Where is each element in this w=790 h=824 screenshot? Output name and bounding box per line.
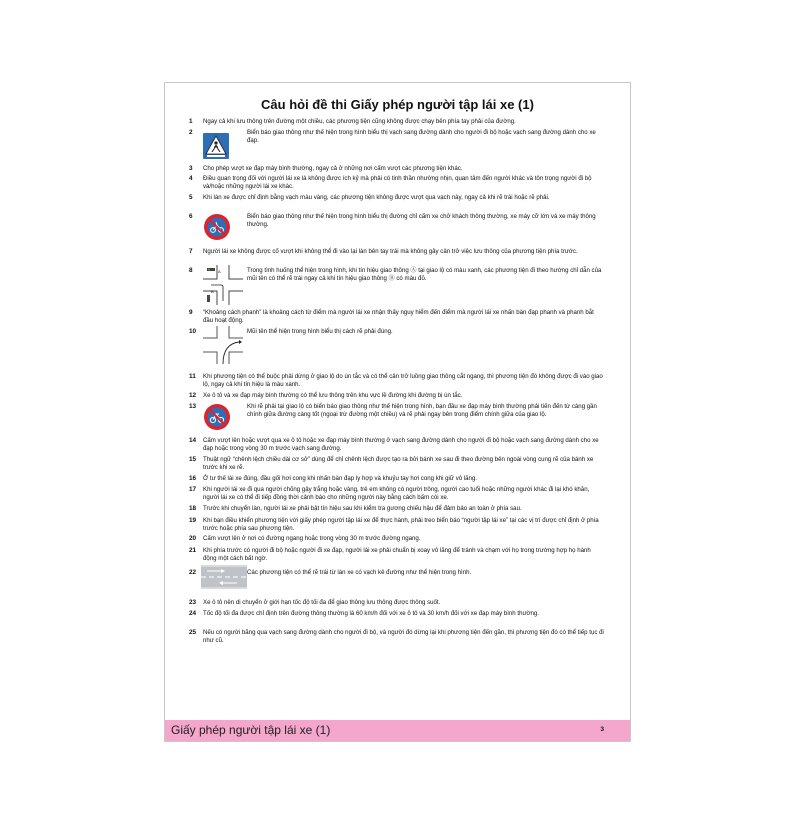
question-text: Khi làn xe được chỉ định bằng vạch màu vàng, các phương tiện không được vượt qua vạch này, ngay cả khi rẽ trái hoặc rẽ phải. [203,194,550,201]
question-number: 1 [189,118,193,125]
question-text: Biển báo giao thông như thế hiện trong hình biểu thị vạch sang đường dành cho người đi bộ hoặc vạch sang đường dành cho xe đạp. [247,129,596,144]
question-number: 13 [189,403,197,410]
question-text: Biển báo giao thông như thế hiện trong hình biểu thị đường chỉ cấm xe chở khách thông thường, xe máy cỡ lớn và xe máy thông thường. [247,213,596,228]
intersection-traffic-signals-icon [203,265,243,305]
lane-markings-diagram-icon [201,565,247,589]
question-number: 14 [189,437,197,444]
question-text: Người lái xe không được cố vượt khi không thể đi vào lại làn bên tay trái mà không gây cản trở việc lưu thông của phương tiện phía trước. [203,248,578,255]
question-text: Xe ô tô nên di chuyển ở giới hạn tốc độ tối đa để giao thông lưu thông được thông suốt. [203,599,441,606]
question-text: Tốc độ tối đa được chỉ định trên đường thông thường là 60 km/h đối với xe ô tô và 30 km/h đối với xe đạp máy bình thường. [203,610,540,617]
question-number: 2 [189,129,193,136]
question-number: 11 [189,373,196,380]
question-number: 22 [189,569,197,576]
question-text: Khi người lái xe đi qua người chống gậy trắng hoặc vàng, trẻ em không có người trông, người cao tuổi hoặc những người khác đi lại khó khăn, người lái xe có thể đi tiếp đồng thời cảnh báo cho những người này bằng cách bấm còi xe. [203,486,590,501]
svg-text:B: B [211,289,214,294]
question-number: 21 [189,547,197,554]
question-text: Trước khi chuyển làn, người lái xe phải bật tín hiệu sau khi kiểm tra gương chiếu hậu để đảm bảo an toàn ở phía sau. [203,505,522,512]
footer-title: Giấy phép người tập lái xe (1) [171,723,331,737]
question-number: 25 [189,629,197,636]
question-text: Khi phía trước có người đi bộ hoặc người đi xe đạp, người lái xe phải chuẩn bị xoay vô lăng để tránh và chạm với họ trong trường hợp họ hành động một cách bất ngờ. [203,547,591,562]
question-text: Trong tình huống thể hiện trong hình, khi tín hiệu giao thông Ⓐ tại giao lộ có màu xanh, các phương tiện đi theo hướng chỉ dẫn của mũi tên có thể rẽ trái ngay cả khi tín hiệu giao thông Ⓑ có màu đỏ. [247,267,602,282]
no-bicycle-sign-icon [203,403,231,431]
question-number: 10 [189,328,197,335]
question-text: Xe ô tô và xe đạp máy bình thường có thể lưu thông trên khu vực lề đường khi đường bị ùn tắc. [203,392,463,399]
question-text: Cấm vượt lên ở nơi có đường ngang hoặc trong vòng 30 m trước đường ngang. [203,535,421,542]
question-number: 8 [189,267,193,274]
question-number: 6 [189,213,193,220]
question-number: 15 [189,456,197,463]
question-text: Ở tư thế lái xe đúng, đầu gối hơi cong khi nhấn bàn đạp ly hợp và khuỷu tay hơi cong khi giữ vô lăng. [203,475,478,482]
pedestrian-crossing-sign-icon [203,133,229,159]
question-number: 20 [189,535,197,542]
document-page [164,82,631,742]
question-text: Thuật ngữ “chênh lệch chiều dài cơ sở” dùng để chỉ chênh lệch được tạo ra bởi bánh xe sau đi theo đường bên ngoài vòng cung rẽ của bánh xe trước khi xe rẽ. [203,456,594,471]
question-number: 16 [189,475,197,482]
question-text: Điều quan trọng đối với người lái xe là không được ích kỷ mà phải có tinh thần nhường nhịn, quan tâm đến người khác và tôn trọng người đi bộ và/hoặc những người lái xe khác. [203,175,592,190]
page-title: Câu hỏi đề thi Giấy phép người tập lái xe (1) [261,97,534,112]
question-number: 12 [189,392,197,399]
question-number: 19 [189,517,197,524]
page-footer [165,720,630,741]
question-number: 4 [189,175,193,182]
question-text: Cấm vượt lên hoặc vượt qua xe ô tô hoặc xe đạp máy bình thường ở vạch sang đường dành cho người đi bộ hoặc vạch sang đường dành cho xe đạp hoặc trong vòng 30 m trước vạch sang đường. [203,437,599,452]
question-number: 17 [189,486,197,493]
question-number: 18 [189,505,197,512]
question-text: Mũi tên thể hiện trong hình biểu thị cách rẽ phải đúng. [247,328,393,335]
question-text: Khi rẽ phải tại giao lộ có biển báo giao thông như thế hiện trong hình, bạn đầu xe đạp máy bình thường phải tiến đến từ càng gần chính giữa đường càng tốt (ngoại trừ đường một chiều) và rẽ phải ngay bên trong điểm chính giữa của giao lộ. [247,403,597,418]
question-text: Ngay cả khi lưu thông trên đường một chiều, các phương tiện cũng không được chạy bên phía tay phải của đường. [203,118,516,125]
question-number: 7 [189,248,193,255]
question-number: 3 [189,165,193,172]
svg-text:A: A [218,269,221,274]
question-number: 5 [189,194,193,201]
question-number: 23 [189,599,197,606]
question-number: 24 [189,610,197,617]
question-text: Các phương tiện có thể rẽ trái từ làn xe có vạch kẻ đường như thể hiện trong hình. [247,569,472,576]
page-number: 3 [600,726,604,733]
question-text: Khi bạn điều khiển phương tiện với giấy phép người tập lái xe để thực hành, phải treo biển báo “người tập lái xe” tại các vị trí được chỉ định ở phía trước hoặc phía sau phương tiện. [203,517,599,532]
question-text: Nếu có người băng qua vạch sang đường dành cho người đi bộ, và người đó dừng lại khi phương tiện đến gần, thì phương tiện đó có thể tiếp tục đi như cũ. [203,629,604,644]
no-motorcycles-sign-icon [203,213,231,241]
right-turn-arrow-diagram-icon [203,326,243,364]
question-text: Cho phép vượt xe đạp máy bình thường, ngay cả ở những nơi cấm vượt các phương tiện khác. [203,165,463,172]
question-text: Khi phương tiện có thể buộc phải dừng ở giao lộ do ùn tắc và có thể cản trở luồng giao thông cắt ngang, thì phương tiện đó không được đi vào giao lộ, ngay cả khi tín hiệu là màu xanh. [203,373,603,388]
question-number: 9 [189,309,193,316]
question-text: “Khoảng cách phanh” là khoảng cách từ điểm mà người lái xe nhận thấy nguy hiểm đến điểm mà người lái xe nhấn bàn đạp phanh và phanh bắt đầu hoạt động. [203,309,594,324]
